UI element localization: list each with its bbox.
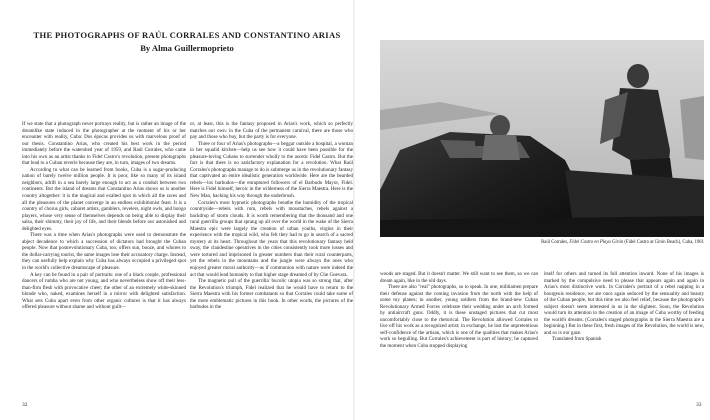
paragraph: There are also "real" photographs, so to speak. In one, militiamen prepare their defense against the coming invasion from the north with the help of some toy planes; in another, young soldiers from the brand-new Cuban Revolutionary Armed Forces celebrate their wedding under an arch formed by antiaircraft guns. Oddly, it is these unstaged pictures that cut most uncomfortably close to the rhetorical. The Revolution allowed Corrales to live off his work as a recognized artist; in exchange, he lost the unpretentious self-confidence of the artisan, which is one of the qualities that makes Arias's work so beguiling. But Corrales's achievement is part of history; he captured the moment when Cuba stopped displaying <box>380 284 538 350</box>
caption-photographer: Raúl Corrales, <box>541 240 570 245</box>
paragraph: According to what can be learned from books, Cuba is a sugar-producing nation of barely twelve million people. It is poor, like so many of its island neighbors, adrift in a sea barely large enough to act as a conduit between two continents. But the island of dreams that Constantino Arias shows us is another country altogether: it is the magical and exalted spot in which all the races and all the pleasures of the planet converge in an endless exhibitionist feast. It is a country of chorus girls, cabaret artists, gamblers, revelers, night owls, and bongo players, whose very sense of themselves depends on being able to display their salsa, their shimmy, their joy of life, and their blends before our astonished and delighted eyes. <box>22 166 186 232</box>
article-title: THE PHOTOGRAPHS OF RAÚL CORRALES AND CONSTANTINO ARIAS <box>33 30 341 40</box>
page-gutter <box>353 0 355 420</box>
text-column-4 <box>544 271 704 343</box>
paragraph: Corrales's most hypnotic photographs breathe the humidity of the tropical countryside—rebels with rum, rebels with moustaches, rebels against a backdrop of storm clouds. It is worth remembering that the thousand and one rural guerrilla groups that sprang up all over the world in the wake of the Sierra Maestra epic were largely the creation of urban youths, virgins in their experience with the tropical wild, who felt they had to go in search of a sacred mystery at its heart. Throughout the years that this revolutionary fantasy held sway, the clandestine operatives in the cities consistently took more losses and were tortured and imprisoned in greater numbers than their rural counterparts, yet the rebels in the mountains and the jungle were always the ones who enjoyed greater moral authority—as if communion with nature were indeed the act that would lead humanity to that higher stage dreamed of by Che Guevara. <box>190 199 353 278</box>
paragraph: A key can be found in a pair of portraits: one of a black couple, professional dancers of rumba who are not young, and who nevertheless show off their less-than-firm flesh with provocative cheer; the other of an extremely white-skinned blonde who, naked, examines herself in a mirror with delighted satisfaction. What sets Cuba apart even from other organic cultures is that it has always offered pleasure without shame and without guilt— <box>22 271 186 311</box>
caption-details: (Fidel Castro at Girón Beach), Cuba, 1961 <box>623 240 704 245</box>
tank-photograph <box>380 40 704 237</box>
paragraph: If we state that a photograph never portrays reality, but is rather an image of the dreamlike state induced in the photographer at the moment of his or her encounter with reality, Cuba: Dos épocas provides us with marvelous proof of our thesis. Constantino Arias, who created his best work in the period immediately before the watershed year of 1959, and Raúl Corrales, who came into his own as an artist thanks to Fidel Castro's revolution, present photographs that lead to a Cuban reverie because they are, in turn, images of two dreams. <box>22 121 186 167</box>
article-header <box>22 30 352 53</box>
page-number-right: 33 <box>696 402 702 408</box>
text-column-1 <box>22 121 186 311</box>
paragraph: The magnetic pull of the guerrilla' bucolic utopia was so strong that, after the Revolution's triumph, Fidel realized that he would have to return to the Sierra Maestra with his former combatants so that Corrales could take some of the more emblematic pictures in this book. In other words, the pictures of the barbudos in the <box>190 278 353 311</box>
paragraph: Three or four of Arias's photographs—a beggar outside a hospital, a woman in her squalid kitchen—help us see how it could have been possible for the pleasure-loving Cubans to surrender wholly to the ascetic Fidel Castro. But the fact is that there is no satisfactory explanation for a revolution. What Raúl Corrales's photographs manage to do is submerge us in the revolutionary fantasy that captivated an entire idealistic generation worldwide. Here are the bearded rebels—los barbudos—the enraptured followers of el Barbudo Mayor, Fidel. Here is Fidel himself, heroic in the wilderness of the Sierra Maestra. Here is the New Man, hacking his way through the underbrush. <box>190 140 353 200</box>
paragraph: woods are staged. But it doesn't matter. We still want to see them, so we can dream again, like in the old days. <box>380 271 538 284</box>
article-author: By Alma Guillermoprieto <box>140 43 234 53</box>
text-column-2 <box>190 121 353 311</box>
photo-image <box>380 40 704 237</box>
text-column-3 <box>380 271 538 350</box>
photo-caption <box>380 240 704 246</box>
paragraph: There was a time when Arias's photographs were used to demonstrate the abject decadence to which a succession of dictators had brought the Cuban people. Now that postrevolutionary Cuba, too, offers sun, booze, and whores to the dollar-carrying tourist, the same images lose their accusatory charge. Instead, they can usefully help explain why Cuba has always occupied a privileged spot in the world's collective dreamscape of pleasure. <box>22 232 186 272</box>
translation-credit: Translated from Spanish <box>552 336 602 343</box>
paragraph: or, at least, this is the fantasy proposed in Arias's work, which so perfectly matches our own: in the Cuba of the permanent carnival, there are those who pay and those who buy, but the party is for everyone. <box>190 121 353 141</box>
page-number-left: 32 <box>22 402 28 408</box>
paragraph: itself for others and turned its full attention inward. None of his images is marked by the compulsive need to please that appears again and again in Arias's most distinctive work. In Corrales's portrait of a rebel napping in a bourgeois residence, we are once again seduced by the sensuality and beauty of the Cuban people, but this time we also feel relief, because the photograph's subject doesn't seem interested in us in the slightest. Soon, the Revolution would turn its attention to the creation of an image of Cuba worthy of feeding the world's dreams. (Corrales's staged photographs in the Sierra Maestra are a beginning.) But in these first, fresh images of the Revolution, the world is new, and so is our gaze. <box>544 271 704 336</box>
caption-title: Fidel Castro en Playa Girón <box>569 240 624 245</box>
